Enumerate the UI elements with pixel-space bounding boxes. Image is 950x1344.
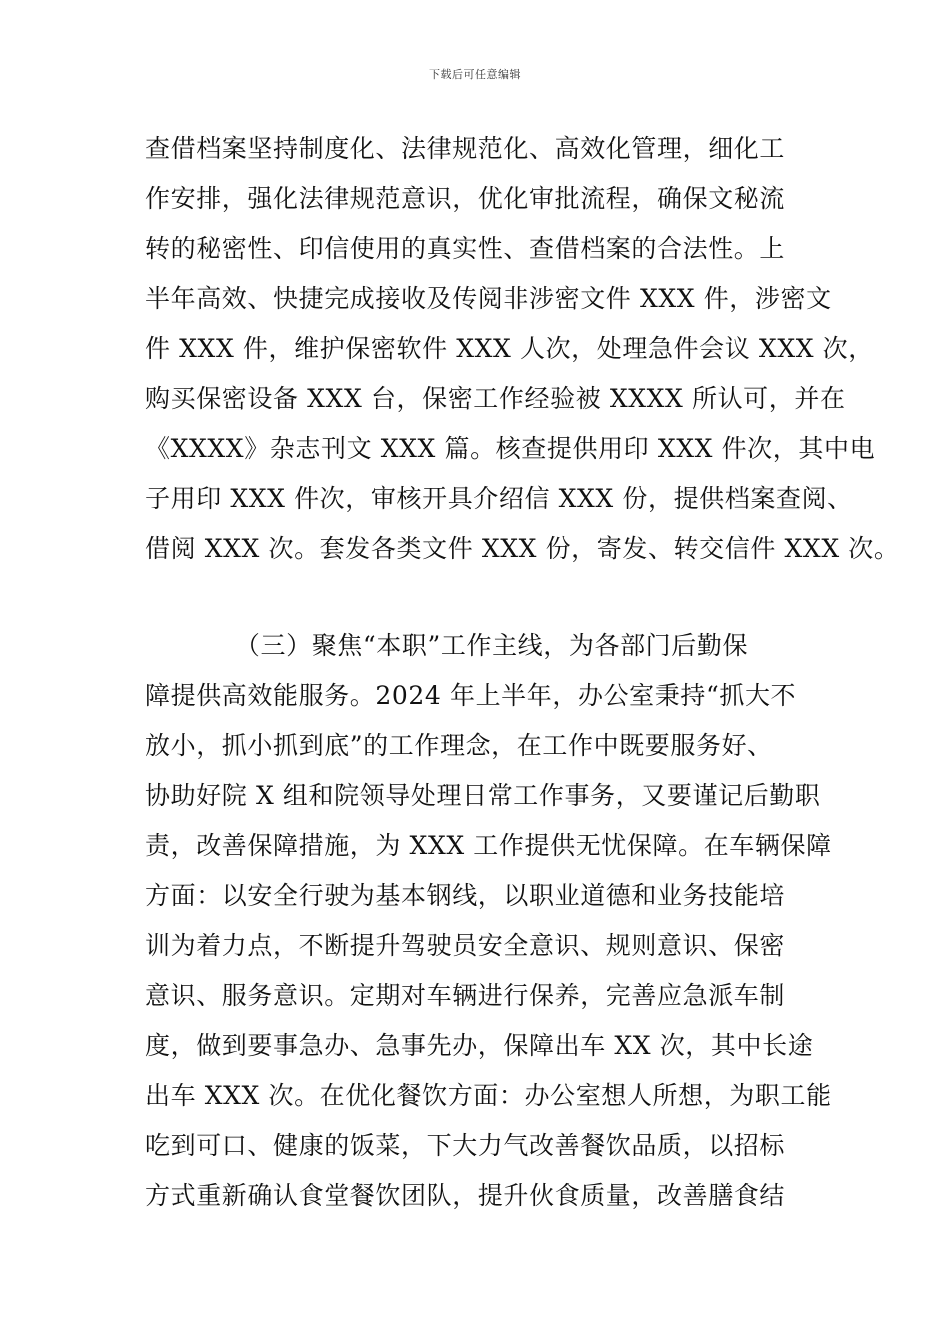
text-line: 半年高效、快捷完成接收及传阅非涉密文件 XXX 件，涉密文 xyxy=(145,284,832,313)
text-line: （三）聚焦“本职”工作主线，为各部门后勤保 xyxy=(145,631,749,660)
text-line: 放小，抓小抓到底”的工作理念，在工作中既要服务好、 xyxy=(145,731,773,760)
text-line: 吃到可口、健康的饭菜，下大力气改善餐饮品质，以招标 xyxy=(145,1131,786,1160)
text-line: 方面：以安全行驶为基本钢线，以职业道德和业务技能培 xyxy=(145,881,786,910)
text-line: 障提供高效能服务。2024 年上半年，办公室秉持“抓大不 xyxy=(145,681,797,710)
text-line: 协助好院 X 组和院领导处理日常工作事务，又要谨记后勤职 xyxy=(145,781,821,810)
paragraph-2 xyxy=(145,621,832,1221)
text-line: 《XXXX》杂志刊文 XXX 篇。核查提供用印 XXX 件次，其中电 xyxy=(145,434,876,463)
text-line: 转的秘密性、印信使用的真实性、查借档案的合法性。上 xyxy=(145,234,786,263)
text-line: 出车 XXX 次。在优化餐饮方面：办公室想人所想，为职工能 xyxy=(145,1081,832,1110)
text-line: 件 XXX 件，维护保密软件 XXX 人次，处理急件会议 XXX 次， xyxy=(145,334,874,363)
text-line: 借阅 XXX 次。套发各类文件 XXX 份，寄发、转交信件 XXX 次。 xyxy=(145,534,900,563)
text-line: 购买保密设备 XXX 台，保密工作经验被 XXXX 所认可，并在 xyxy=(145,384,846,413)
text-line: 方式重新确认食堂餐饮团队，提升伙食质量，改善膳食结 xyxy=(145,1181,786,1210)
text-line: 度，做到要事急办、急事先办，保障出车 XX 次，其中长途 xyxy=(145,1031,814,1060)
text-line: 查借档案坚持制度化、法律规范化、高效化管理，细化工 xyxy=(145,134,786,163)
text-line: 训为着力点，不断提升驾驶员安全意识、规则意识、保密 xyxy=(145,931,786,960)
text-line: 作安排，强化法律规范意识，优化审批流程，确保文秘流 xyxy=(145,184,786,213)
text-line: 意识、服务意识。定期对车辆进行保养，完善应急派车制 xyxy=(145,981,786,1010)
text-line: 子用印 XXX 件次，审核开具介绍信 XXX 份，提供档案查阅、 xyxy=(145,484,853,513)
paragraph-1 xyxy=(145,124,900,574)
page-header-note: 下载后可任意编辑 xyxy=(429,68,521,81)
text-line: 责，改善保障措施，为 XXX 工作提供无忧保障。在车辆保障 xyxy=(145,831,832,860)
